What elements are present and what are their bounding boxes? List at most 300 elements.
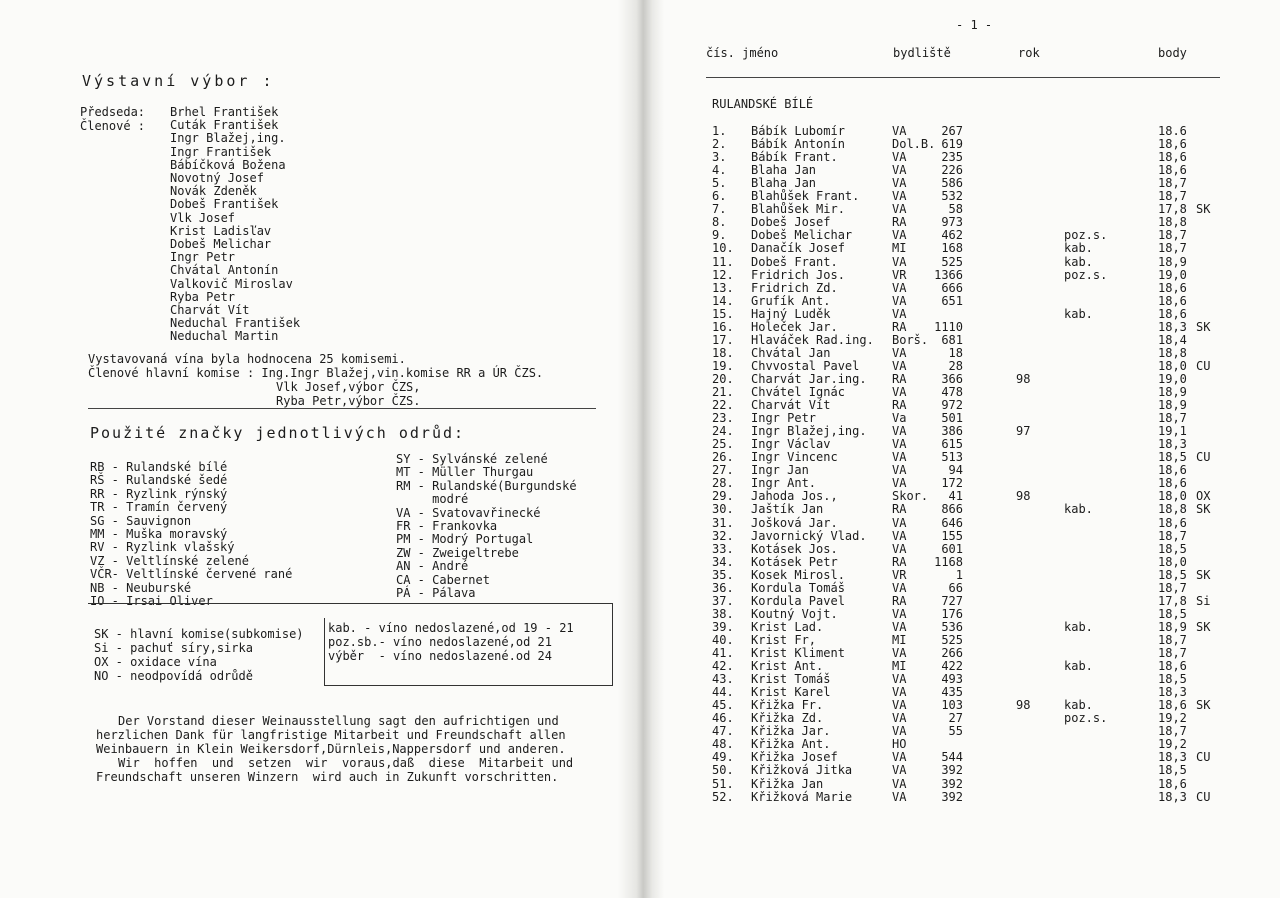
entry-number: 28. bbox=[712, 476, 734, 491]
entry-house-number: 615 bbox=[941, 437, 963, 452]
legend-item: SK - hlavní komise(subkomise) bbox=[94, 627, 304, 641]
legend-item: OX - oxidace vína bbox=[94, 655, 217, 669]
entry-house-number: 727 bbox=[941, 593, 963, 608]
entry-place: VA bbox=[892, 776, 907, 791]
entry-name: Křižková Jitka bbox=[751, 763, 853, 778]
variety-code: VČR- Veltlínské červené rané bbox=[90, 567, 293, 582]
committee-member: Vlk Josef bbox=[170, 210, 236, 225]
committee-member: Neduchal František bbox=[170, 316, 301, 331]
entry-place: VA bbox=[892, 254, 907, 269]
entry-number: 19. bbox=[712, 358, 734, 373]
entry-number: 37. bbox=[712, 593, 734, 608]
entry-house-number: 601 bbox=[941, 541, 963, 556]
entry-house-number: 18 bbox=[948, 345, 963, 360]
entry-points: 18.6 bbox=[1158, 124, 1187, 138]
committee-member: Charvát Vít bbox=[170, 303, 250, 317]
entry-number: 40. bbox=[712, 632, 734, 647]
entry-name: Blaha Jan bbox=[751, 163, 817, 178]
entry-place: Skor. bbox=[892, 489, 929, 504]
entry-number: 4. bbox=[712, 163, 727, 178]
table-row bbox=[0, 751, 1280, 764]
entry-place: VA bbox=[892, 685, 907, 700]
variety-code: RV - Ryzlink vlašský bbox=[90, 540, 235, 555]
entry-number: 39. bbox=[712, 619, 734, 634]
entry-name: Křižková Marie bbox=[751, 789, 853, 804]
entry-points: 18,6 bbox=[1158, 163, 1187, 178]
entry-number: 30. bbox=[712, 502, 734, 517]
entry-points: 18,7 bbox=[1158, 176, 1187, 191]
entry-place: VA bbox=[892, 189, 907, 204]
table-row bbox=[0, 791, 1280, 804]
entry-year: 97 bbox=[1016, 424, 1031, 439]
entry-points: 18,3 bbox=[1158, 685, 1187, 700]
entry-number: 14. bbox=[712, 293, 734, 308]
evaluation-line: Vlk Josef,výbor ČZS, bbox=[276, 380, 421, 394]
entry-place: VA bbox=[892, 528, 907, 543]
entry-place: RA bbox=[892, 319, 907, 334]
entry-house-number: 235 bbox=[941, 150, 963, 165]
variety-code: TR - Tramín červený bbox=[90, 500, 228, 515]
entry-house-number: 1 bbox=[955, 567, 963, 582]
table-row bbox=[0, 477, 1280, 490]
entry-place: VA bbox=[892, 163, 907, 178]
table-row bbox=[0, 517, 1280, 530]
entry-name: Dobeš Frant. bbox=[751, 254, 838, 269]
column-header-num-name: čís. jméno bbox=[706, 46, 779, 60]
entry-name: Křižka Zd. bbox=[751, 711, 824, 726]
entry-number: 10. bbox=[712, 241, 734, 256]
variety-code: PÁ - Pálava bbox=[396, 586, 476, 600]
entry-place: HO bbox=[892, 737, 907, 752]
entry-house-number: 651 bbox=[941, 293, 963, 308]
entry-house-number: 266 bbox=[941, 646, 963, 660]
variety-code: FR - Frankovka bbox=[396, 519, 498, 533]
entry-points: 18,9 bbox=[1158, 398, 1187, 413]
entry-flag: SK bbox=[1196, 567, 1211, 582]
entry-place: VA bbox=[892, 619, 907, 634]
entry-points: 18,5 bbox=[1158, 450, 1187, 465]
entry-number: 9. bbox=[712, 228, 727, 243]
entry-place: VA bbox=[892, 202, 907, 217]
entry-number: 35. bbox=[712, 567, 734, 582]
entry-number: 48. bbox=[712, 737, 734, 752]
entry-house-number: 525 bbox=[941, 254, 963, 269]
entry-year: 98 bbox=[1016, 489, 1031, 504]
entry-name: Ingr Vincenc bbox=[751, 450, 838, 465]
entry-points: 18,6 bbox=[1158, 659, 1187, 674]
table-row bbox=[0, 582, 1280, 595]
entry-number: 34. bbox=[712, 554, 734, 569]
entry-name: Ingr Jan bbox=[751, 463, 809, 478]
entry-flag: CU bbox=[1196, 789, 1211, 804]
entry-place: VA bbox=[892, 711, 907, 726]
variety-code: ZW - Zweigeltrebe bbox=[396, 545, 519, 560]
table-row bbox=[0, 321, 1280, 334]
entry-name: Krist Karel bbox=[751, 685, 831, 700]
entry-house-number: 973 bbox=[941, 215, 963, 230]
entry-points: 18,3 bbox=[1158, 437, 1187, 452]
entry-house-number: 972 bbox=[941, 398, 963, 413]
entry-number: 6. bbox=[712, 189, 727, 204]
entry-house-number: 66 bbox=[948, 580, 963, 595]
entry-points: 18,3 bbox=[1158, 750, 1187, 765]
entry-name: Chvvostal Pavel bbox=[751, 358, 860, 373]
entry-number: 21. bbox=[712, 385, 734, 399]
entry-points: 19,2 bbox=[1158, 711, 1187, 726]
entry-place: MI bbox=[892, 632, 907, 647]
entry-house-number: 28 bbox=[948, 358, 963, 373]
entry-number: 47. bbox=[712, 724, 734, 739]
german-line: Wir hoffen und setzen wir voraus,daß diese Mitarbeit und bbox=[118, 756, 574, 770]
entry-name: Ingr Ant. bbox=[751, 476, 817, 491]
entry-note: kab. bbox=[1064, 698, 1093, 713]
entry-house-number: 58 bbox=[948, 202, 963, 217]
entry-house-number: 168 bbox=[941, 241, 963, 256]
entry-name: Křižka Jan bbox=[751, 776, 824, 791]
entry-house-number: 366 bbox=[941, 371, 963, 386]
entry-name: Kosek Mirosl. bbox=[751, 567, 845, 582]
table-row bbox=[0, 256, 1280, 269]
entry-name: Blaha Jan bbox=[751, 176, 817, 191]
entry-place: VA bbox=[892, 385, 907, 399]
entry-number: 24. bbox=[712, 424, 734, 439]
entry-flag: CU bbox=[1196, 450, 1211, 465]
entry-house-number: 94 bbox=[948, 463, 963, 478]
entry-name: Ingr Blažej,ing. bbox=[751, 424, 867, 439]
entry-name: Dobeš Josef bbox=[751, 215, 831, 230]
entry-points: 18,3 bbox=[1158, 789, 1187, 804]
entry-note: kab. bbox=[1064, 659, 1093, 674]
entry-house-number: 392 bbox=[941, 789, 963, 804]
legend-item: výběr - víno nedoslazené.od 24 bbox=[328, 649, 552, 663]
table-row bbox=[0, 686, 1280, 699]
entry-house-number: 544 bbox=[941, 750, 963, 765]
column-header-points: body bbox=[1158, 46, 1187, 60]
entry-year: 98 bbox=[1016, 371, 1031, 386]
entry-points: 18,7 bbox=[1158, 228, 1187, 243]
table-row bbox=[0, 543, 1280, 556]
variety-code: CA - Cabernet bbox=[396, 572, 490, 587]
committee-member: Ryba Petr bbox=[170, 289, 236, 304]
table-row bbox=[0, 764, 1280, 777]
entry-house-number: 386 bbox=[941, 424, 963, 439]
table-row bbox=[0, 530, 1280, 543]
committee-member: Dobeš František bbox=[170, 197, 279, 212]
entry-house-number: 55 bbox=[948, 724, 963, 739]
german-line: Der Vorstand dieser Weinausstellung sagt den aufrichtigen und bbox=[118, 714, 559, 728]
variety-code: RŠ - Rulandské šedé bbox=[90, 473, 228, 488]
committee-member: Novotný Josef bbox=[170, 171, 264, 185]
entry-name: Křižka Josef bbox=[751, 750, 838, 765]
entry-place: VA bbox=[892, 750, 907, 765]
entry-points: 18,0 bbox=[1158, 489, 1187, 504]
entry-place: RA bbox=[892, 398, 907, 413]
entry-name: Krist Tomáš bbox=[751, 672, 831, 687]
column-header-year: rok bbox=[1018, 46, 1040, 60]
german-line: Freundschaft unseren Winzern wird auch in Zukunft vorschritten. bbox=[96, 770, 559, 784]
committee-member: Novák Zdeněk bbox=[170, 184, 257, 199]
entry-place: VA bbox=[892, 463, 907, 478]
entry-place: VA bbox=[892, 606, 907, 621]
evaluation-line: Ryba Petr,výbor ČZS. bbox=[276, 394, 421, 408]
table-row bbox=[0, 712, 1280, 725]
german-line: Weinbauern in Klein Weikersdorf,Dürnleis,Nappersdorf und anderen. bbox=[96, 742, 566, 756]
entry-house-number: 435 bbox=[941, 685, 963, 700]
entry-house-number: 155 bbox=[941, 528, 963, 543]
entry-place: VA bbox=[892, 228, 907, 243]
entry-points: 18,6 bbox=[1158, 515, 1187, 530]
variety-code: VZ - Veltlínské zelené bbox=[90, 553, 249, 568]
committee-heading: Výstavní výbor : bbox=[82, 72, 275, 90]
table-row bbox=[0, 334, 1280, 347]
entry-flag: SK bbox=[1196, 698, 1211, 713]
entry-place: VA bbox=[892, 672, 907, 687]
table-row bbox=[0, 569, 1280, 582]
entry-house-number: 525 bbox=[941, 632, 963, 647]
variety-code: MM - Muška moravský bbox=[90, 527, 228, 541]
entry-number: 23. bbox=[712, 411, 734, 426]
entry-name: Křižka Jar. bbox=[751, 724, 831, 739]
entry-name: Bábík Frant. bbox=[751, 150, 838, 165]
entry-house-number: 41 bbox=[948, 489, 963, 504]
entry-place: RA bbox=[892, 554, 907, 569]
committee-member: Valkovič Miroslav bbox=[170, 276, 293, 291]
entry-points: 18,6 bbox=[1158, 306, 1187, 321]
table-row bbox=[0, 190, 1280, 203]
entry-place: VA bbox=[892, 476, 907, 491]
entry-name: Kordula Pavel bbox=[751, 593, 845, 608]
entry-name: Krist Lad. bbox=[751, 619, 824, 634]
entry-name: Jaštík Jan bbox=[751, 502, 824, 517]
entry-points: 18,7 bbox=[1158, 580, 1187, 595]
entry-place: VA bbox=[892, 646, 907, 660]
entry-place: VA bbox=[892, 580, 907, 595]
entry-points: 18,8 bbox=[1158, 502, 1187, 517]
entry-house-number: 176 bbox=[941, 606, 963, 621]
entry-place: MI bbox=[892, 659, 907, 674]
entry-name: Fridrich Jos. bbox=[751, 267, 845, 282]
entry-house-number: 493 bbox=[941, 672, 963, 687]
entry-number: 52. bbox=[712, 789, 734, 804]
entry-flag: OX bbox=[1196, 489, 1211, 504]
german-line: herzlichen Dank für langfristige Mitarbeit und Freundschaft allen bbox=[96, 728, 566, 742]
table-row bbox=[0, 295, 1280, 308]
entry-points: 19,2 bbox=[1158, 737, 1187, 752]
entry-points: 18,6 bbox=[1158, 463, 1187, 478]
entry-place: MI bbox=[892, 241, 907, 256]
variety-code: RR - Ryzlink rýnský bbox=[90, 486, 228, 501]
variety-code: RM - Rulandské(Burgundské bbox=[396, 478, 577, 493]
entry-name: Krist Ant. bbox=[751, 659, 824, 674]
entry-name: Blahůšek Mir. bbox=[751, 202, 845, 217]
entry-note: kab. bbox=[1064, 306, 1093, 321]
entry-place: VA bbox=[892, 515, 907, 530]
entry-points: 18,8 bbox=[1158, 215, 1187, 230]
table-row bbox=[0, 438, 1280, 451]
entry-name: Koutný Vojt. bbox=[751, 606, 838, 621]
table-row bbox=[0, 412, 1280, 425]
entry-number: 25. bbox=[712, 437, 734, 452]
entry-name: Jahoda Jos., bbox=[751, 489, 838, 504]
entry-place: RA bbox=[892, 371, 907, 386]
entry-number: 13. bbox=[712, 280, 734, 295]
entry-place: Va bbox=[892, 411, 907, 426]
entry-place: VA bbox=[892, 437, 907, 452]
entry-number: 5. bbox=[712, 176, 727, 191]
entry-points: 19,0 bbox=[1158, 267, 1187, 282]
entry-number: 51. bbox=[712, 776, 734, 791]
entry-points: 18,9 bbox=[1158, 254, 1187, 269]
entry-points: 18,6 bbox=[1158, 776, 1187, 791]
entry-points: 18,5 bbox=[1158, 606, 1187, 621]
entry-number: 44. bbox=[712, 685, 734, 700]
committee-member: Bábíčková Božena bbox=[170, 157, 286, 172]
chairman-label: Předseda: bbox=[80, 105, 146, 119]
variety-code: MT - Müller Thurgau bbox=[396, 465, 534, 480]
entry-number: 32. bbox=[712, 528, 734, 543]
committee-member: Ingr Blažej,ing. bbox=[170, 131, 286, 146]
variety-code: modré bbox=[396, 492, 469, 507]
entry-name: Chvátel Ignác bbox=[751, 385, 845, 399]
entry-name: Dobeš Melichar bbox=[751, 228, 853, 243]
entry-place: VA bbox=[892, 293, 907, 308]
entry-number: 45. bbox=[712, 698, 734, 713]
table-row bbox=[0, 660, 1280, 673]
variety-code: NB - Neuburské bbox=[90, 580, 192, 595]
entry-house-number: 586 bbox=[941, 176, 963, 191]
variety-code: PM - Modrý Portugal bbox=[396, 532, 534, 547]
table-row bbox=[0, 399, 1280, 412]
entry-name: Kotásek Jos. bbox=[751, 541, 838, 556]
entry-place: VA bbox=[892, 724, 907, 739]
entry-points: 18,7 bbox=[1158, 528, 1187, 543]
entry-number: 16. bbox=[712, 319, 734, 334]
entry-number: 26. bbox=[712, 450, 734, 465]
entry-name: Křižka Ant. bbox=[751, 737, 831, 752]
entry-number: 12. bbox=[712, 267, 734, 282]
entry-number: 1. bbox=[712, 124, 727, 138]
table-row bbox=[0, 673, 1280, 686]
entry-points: 18,7 bbox=[1158, 411, 1187, 426]
entry-house-number: 1110 bbox=[934, 319, 963, 334]
entry-points: 18,6 bbox=[1158, 293, 1187, 308]
entry-points: 18,6 bbox=[1158, 698, 1187, 713]
entry-house-number: 422 bbox=[941, 659, 963, 674]
table-row bbox=[0, 125, 1280, 138]
entry-name: Fridrich Zd. bbox=[751, 280, 838, 295]
entry-number: 27. bbox=[712, 463, 734, 478]
table-row bbox=[0, 269, 1280, 282]
entry-house-number: 536 bbox=[941, 619, 963, 634]
legend-item: Si - pachuť síry,sirka bbox=[94, 641, 253, 655]
entry-number: 43. bbox=[712, 672, 734, 687]
table-row bbox=[0, 778, 1280, 791]
entry-place: VA bbox=[892, 124, 907, 138]
entry-points: 18,5 bbox=[1158, 541, 1187, 556]
evaluation-line: Členové hlavní komise : Ing.Ingr Blažej,vin.komise RR a ÚR ČZS. bbox=[88, 366, 544, 380]
entry-place: VA bbox=[892, 358, 907, 373]
legend-item: poz.sb.- víno nedoslazené,od 21 bbox=[328, 635, 552, 649]
committee-member: Krist Ladisľav bbox=[170, 223, 272, 238]
entry-house-number: 226 bbox=[941, 163, 963, 178]
entry-house-number: 103 bbox=[941, 698, 963, 713]
entry-flag: SK bbox=[1196, 319, 1211, 334]
entry-points: 18,9 bbox=[1158, 619, 1187, 634]
entry-points: 18,6 bbox=[1158, 137, 1187, 152]
entry-name: Křižka Fr. bbox=[751, 698, 824, 713]
entry-number: 2. bbox=[712, 137, 727, 152]
entry-house-number: 666 bbox=[941, 280, 963, 295]
table-row bbox=[0, 308, 1280, 321]
entry-house-number: 619 bbox=[941, 137, 963, 152]
entry-house-number: 513 bbox=[941, 450, 963, 465]
entry-flag: SK bbox=[1196, 202, 1211, 217]
entry-house-number: 27 bbox=[948, 711, 963, 726]
table-row bbox=[0, 164, 1280, 177]
entry-number: 18. bbox=[712, 345, 734, 360]
entry-year: 98 bbox=[1016, 698, 1031, 713]
entry-number: 36. bbox=[712, 580, 734, 595]
entry-number: 8. bbox=[712, 215, 727, 230]
entry-note: poz.s. bbox=[1064, 711, 1108, 726]
table-row bbox=[0, 608, 1280, 621]
entry-place: VA bbox=[892, 176, 907, 191]
entry-name: Holeček Jar. bbox=[751, 319, 838, 334]
entry-note: kab. bbox=[1064, 619, 1093, 634]
entry-name: Kotásek Petr bbox=[751, 554, 838, 569]
entry-place: VA bbox=[892, 698, 907, 713]
entry-name: Hajný Luděk bbox=[751, 306, 831, 321]
entry-note: poz.s. bbox=[1064, 267, 1108, 282]
entry-name: Grufík Ant. bbox=[751, 293, 831, 308]
entry-name: Kordula Tomáš bbox=[751, 580, 845, 595]
legend-item: NO - neodpovídá odrůdě bbox=[94, 669, 253, 683]
entry-points: 17,8 bbox=[1158, 593, 1187, 608]
entry-name: Javornický Vlad. bbox=[751, 528, 867, 543]
entry-points: 18,6 bbox=[1158, 476, 1187, 491]
variety-code: SY - Sylvánské zelené bbox=[396, 452, 548, 466]
entry-house-number: 392 bbox=[941, 776, 963, 791]
variety-code: IO - Irsai Oliver bbox=[90, 594, 213, 608]
entry-number: 31. bbox=[712, 515, 734, 530]
entry-house-number: 478 bbox=[941, 385, 963, 399]
entry-house-number: 646 bbox=[941, 515, 963, 530]
entry-house-number: 462 bbox=[941, 228, 963, 243]
table-row bbox=[0, 229, 1280, 242]
entry-name: Charvát Vít bbox=[751, 398, 831, 413]
entry-place: Dol.B. bbox=[892, 137, 936, 152]
entry-place: VR bbox=[892, 567, 907, 582]
entry-flag: SK bbox=[1196, 619, 1211, 634]
entry-number: 15. bbox=[712, 306, 734, 321]
entry-points: 18,6 bbox=[1158, 150, 1187, 165]
entry-number: 42. bbox=[712, 659, 734, 674]
table-row bbox=[0, 503, 1280, 516]
entry-points: 18,7 bbox=[1158, 241, 1187, 256]
entry-name: Bábík Lubomír bbox=[751, 124, 845, 138]
entry-house-number: 267 bbox=[941, 124, 963, 138]
entry-points: 18,7 bbox=[1158, 646, 1187, 660]
entry-points: 19,1 bbox=[1158, 424, 1187, 439]
entry-name: Chvátal Jan bbox=[751, 345, 831, 360]
entry-house-number: 681 bbox=[941, 332, 963, 347]
entry-place: VA bbox=[892, 541, 907, 556]
entry-points: 18,4 bbox=[1158, 332, 1187, 347]
table-row bbox=[0, 634, 1280, 647]
entry-flag: CU bbox=[1196, 750, 1211, 765]
variety-code: RB - Rulandské bílé bbox=[90, 460, 228, 474]
variety-code: VA - Svatovavřinecké bbox=[396, 505, 541, 520]
